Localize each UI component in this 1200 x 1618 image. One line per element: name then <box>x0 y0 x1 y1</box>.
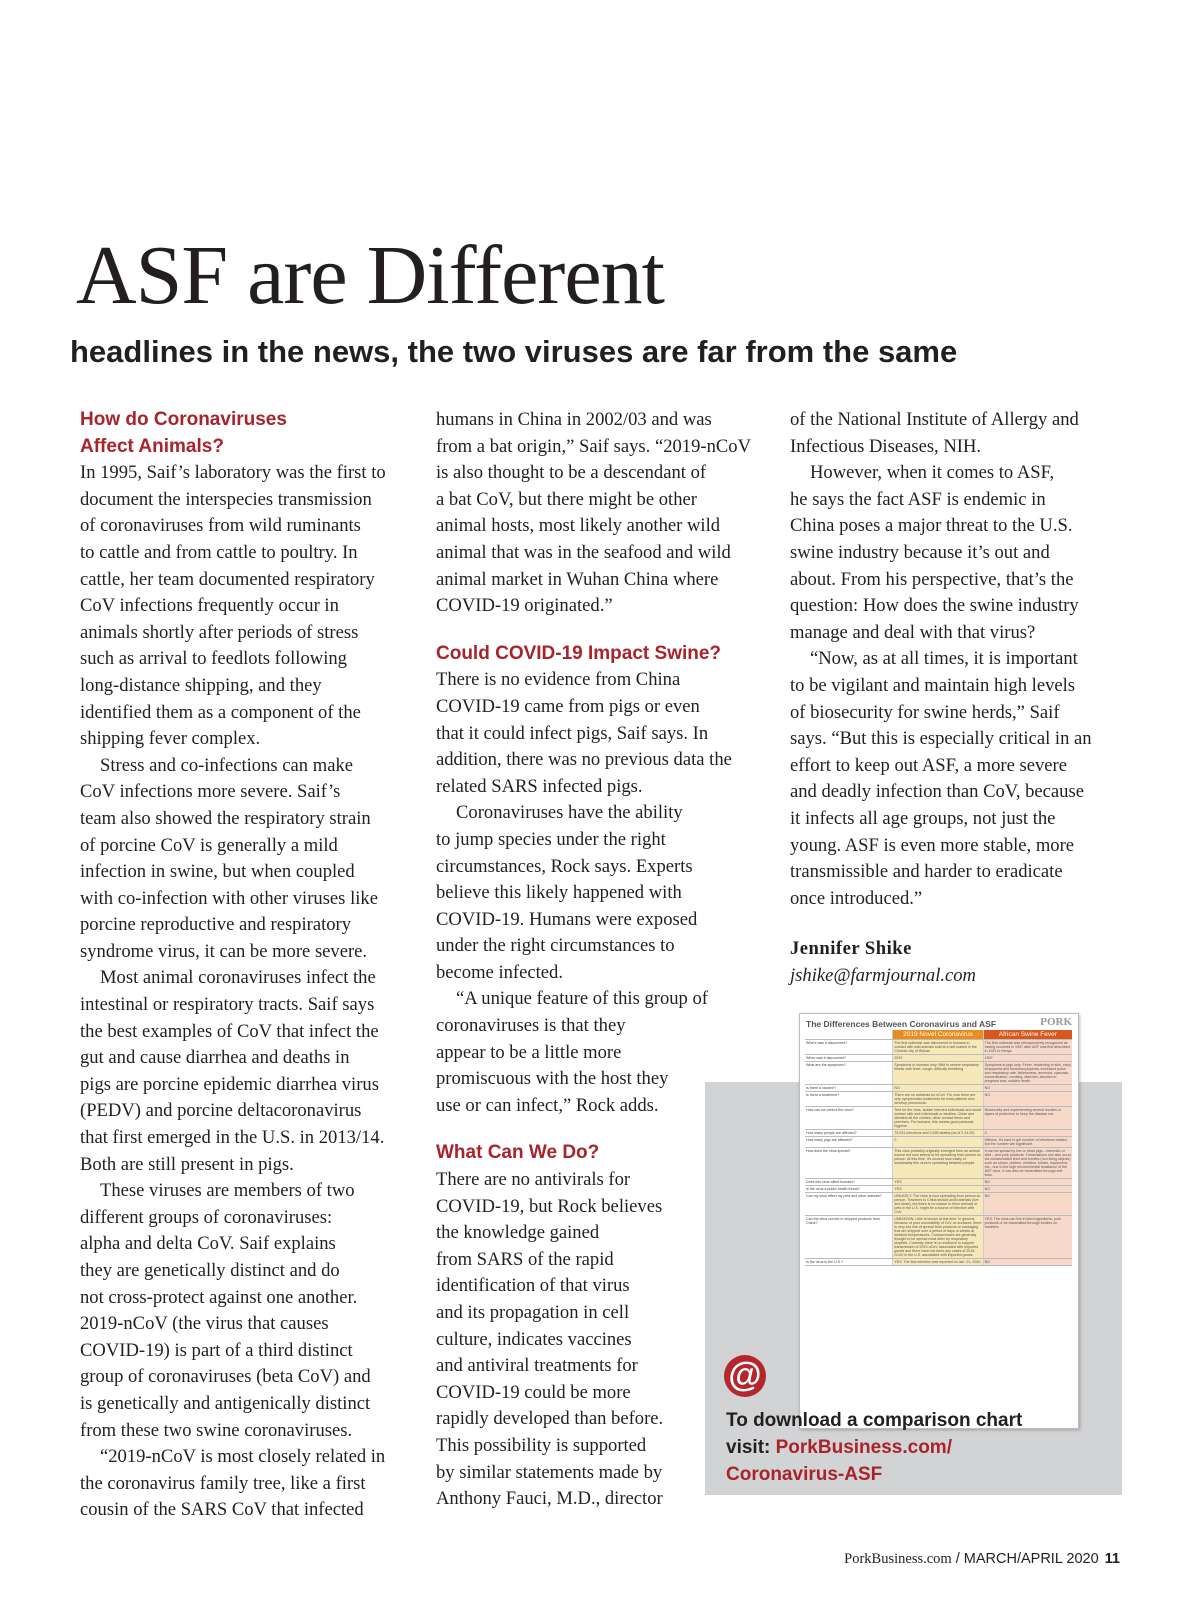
text-line: gut and cause diarrhea and deaths in <box>80 1047 350 1069</box>
chart-cell-b: The first outbreak was retrospectively recognized as having occurred in 1907 after ASF was first described in 1921 in Kenya. <box>983 1040 1072 1054</box>
text-line: COVID-19 came from pigs or even <box>436 695 700 717</box>
text-line: from these two swine coronaviruses. <box>80 1419 353 1441</box>
text-line: 2019-nCoV (the virus that causes <box>80 1313 329 1335</box>
chart-cell-a: 2019 <box>892 1055 982 1061</box>
text-line: This possibility is supported <box>436 1434 647 1456</box>
section-heading-affect-animals <box>80 407 420 460</box>
text-line: culture, indicates vaccines <box>436 1328 632 1350</box>
chart-cell-a: 0 <box>892 1137 982 1147</box>
text-line: under the right circumstances to <box>436 935 675 957</box>
footer-issue: MARCH/APRIL 2020 <box>963 1551 1099 1567</box>
chart-brand-logo: PORK <box>1040 1016 1072 1028</box>
chart-cell-b: NO <box>983 1179 1072 1185</box>
paragraph-vigilant <box>790 646 1140 912</box>
chart-cell-a: There are no antivirals for nCoV. For now there are only symptomatic treatments for treat patients who develop pneumonia. <box>892 1092 982 1106</box>
text-line: different groups of coronaviruses: <box>80 1206 333 1228</box>
author-name: Jennifer Shike <box>790 938 912 960</box>
text-line: to jump species under the right <box>436 828 666 850</box>
chart-cell-a: The first outbreak was discovered in humans in contact with wild animals sold at a wet market in the Chinese city of Wuhan <box>892 1040 982 1054</box>
chart-cell-a: 79,331 infections and 2,595 deaths (as of 2.24.20) <box>892 1130 982 1136</box>
text-line: question: How does the swine industry <box>790 595 1079 617</box>
chart-cell-b: Millions. It's hard to get number of infections totaled, but the number are significant. <box>983 1137 1072 1147</box>
text-line: from a bat origin,” Saif says. “2019-nCoV <box>436 435 751 457</box>
chart-cell-q: Is the virus a public health threat? <box>806 1187 860 1191</box>
text-line: manage and deal with that virus? <box>790 621 1036 643</box>
text-line: and antiviral treatments for <box>436 1355 638 1377</box>
chart-cell-q: Is there a treatment? <box>806 1093 840 1097</box>
text-line: Anthony Fauci, M.D., director <box>436 1488 663 1510</box>
page-number: 11 <box>1104 1551 1120 1567</box>
text-line: CoV infections more severe. Saif’s <box>80 781 341 803</box>
text-line: Stress and co-infections can make <box>100 754 353 776</box>
chart-cell-a: UNLIKELY. The virus is now spreading from person-to-person. Travelers to China should avoid animals (live and dead), but there is no reason to think animals or pets in the U.S. might be a source of infection with CoV. <box>894 1194 982 1214</box>
chart-cell-q: When was it discovered? <box>806 1056 846 1060</box>
chart-header-blank <box>805 1030 892 1039</box>
text-line: China poses a major threat to the U.S. <box>790 515 1073 537</box>
chart-row <box>805 1055 1072 1062</box>
text-line: about. From his perspective, that’s the <box>790 568 1074 590</box>
text-line: COVID-19. Humans were exposed <box>436 908 698 930</box>
text-line: There is no evidence from China <box>436 669 681 691</box>
text-line: infection in swine, but when coupled <box>80 861 355 883</box>
text-line: by similar statements made by <box>436 1461 663 1483</box>
at-sign-icon: @ <box>724 1355 766 1397</box>
text-line: Infectious Diseases, NIH. <box>790 435 982 457</box>
chart-cell-b: Symptoms in pigs only: Fever, reddening of skin, early leucopenia and thrombocytopenia, increased pulse and respiratory rate, listlessness, anorexia, cyanosis, incoordination, vomiting, diarrhea, abortion in pregnant sow, sudden death. <box>984 1063 1071 1083</box>
chart-cell-q: Is the virus in the U.S.? <box>806 1260 844 1264</box>
paragraph-groups <box>80 1178 420 1444</box>
chart-header-row <box>805 1030 1072 1040</box>
chart-cell-b: NO <box>983 1186 1072 1192</box>
text-line: cattle, her team documented respiratory <box>80 568 375 590</box>
text-line: Coronaviruses have the ability <box>456 802 683 824</box>
section-heading-impact-swine: Could COVID-19 Impact Swine? <box>436 642 722 664</box>
chart-cell-q: Can my virus affect my pets and other animals? <box>806 1194 882 1198</box>
text-line: says. “But this is especially critical in an <box>790 728 1092 750</box>
text-line: pigs are porcine epidemic diarrhea virus <box>80 1073 379 1095</box>
chart-cell-a: YES <box>892 1186 982 1192</box>
paragraph-saif-lab <box>80 460 420 753</box>
promo-visit-line <box>726 1434 1116 1461</box>
text-line: circumstances, Rock says. Experts <box>436 855 693 877</box>
text-line: of the National Institute of Allergy and <box>790 409 1079 430</box>
text-line: porcine reproductive and respiratory <box>80 914 352 936</box>
chart-row <box>805 1193 1072 1216</box>
text-line: that first emerged in the U.S. in 2013/14. <box>80 1127 385 1149</box>
text-line: believe this likely happened with <box>436 882 682 904</box>
text-line: COVID-19, but Rock believes <box>436 1195 663 1217</box>
text-line: animal market in Wuhan China where <box>436 568 719 590</box>
chart-cell-b: NO <box>983 1193 1072 1215</box>
chart-header-coronavirus: 2019 Novel Coronavirus <box>892 1030 982 1039</box>
text-line: alpha and delta CoV. Saif explains <box>80 1233 336 1255</box>
chart-cell-a: Test for the virus, isolate infected individuals and avoid contact with sick individuals or families. Clean and disinfect all the clothes, other contact items and premises. For humans, this means good personal hygiene. <box>894 1108 982 1128</box>
text-line: related SARS infected pigs. <box>436 775 643 797</box>
text-line: is also thought to be a descendant of <box>436 462 707 484</box>
text-line: to cattle and from cattle to poultry. In <box>80 541 358 563</box>
text-line: appear to be a little more <box>436 1041 622 1063</box>
text-line: long-distance shipping, and they <box>80 674 322 696</box>
text-line: use or can infect,” Rock adds. <box>436 1094 659 1116</box>
text-line: identification of that virus <box>436 1275 630 1297</box>
text-line: group of coronaviruses (beta CoV) and <box>80 1366 371 1388</box>
heading-line: How do Coronaviruses <box>80 409 287 430</box>
text-line: Both are still present in pigs. <box>80 1153 294 1175</box>
text-line: “Now, as at all times, it is important <box>810 648 1078 670</box>
text-line: they are genetically distinct and do <box>80 1260 340 1281</box>
text-line: from SARS of the rapid <box>436 1248 614 1270</box>
text-line: the knowledge gained <box>436 1222 600 1244</box>
text-line: COVID-19) is part of a third distinct <box>80 1339 353 1361</box>
chart-row <box>805 1148 1072 1179</box>
text-line: These viruses are members of two <box>100 1180 355 1202</box>
promo-line: To download a comparison chart <box>726 1410 1023 1431</box>
chart-row <box>805 1179 1072 1186</box>
chart-row <box>805 1040 1072 1055</box>
paragraph-closely-related <box>80 1444 420 1524</box>
chart-row <box>805 1216 1072 1259</box>
chart-row <box>805 1137 1072 1148</box>
text-line: Most animal coronaviruses infect the <box>100 967 376 989</box>
chart-cell-b: 1907 <box>983 1055 1072 1061</box>
chart-cell-q: Where was it discovered? <box>806 1041 848 1045</box>
chart-row <box>805 1062 1072 1085</box>
chart-cell-b: Biosecurity and implementing several hurdles or layers of protection to keep the disease out. <box>983 1107 1072 1129</box>
text-line: the coronavirus family tree, like a first <box>80 1472 366 1494</box>
text-line: shipping fever complex. <box>80 728 261 750</box>
text-line: it infects all age groups, not just the <box>790 807 1056 829</box>
chart-cell-b: 0 <box>983 1130 1072 1136</box>
chart-header-asf: African Swine Fever <box>983 1030 1072 1039</box>
text-line: with co-infection with other viruses like <box>80 887 378 909</box>
paragraph-stress <box>80 753 420 966</box>
chart-cell-a: NO <box>892 1085 982 1091</box>
text-line: syndrome virus, it can be more severe. <box>80 940 368 962</box>
text-line: promiscuous with the host they <box>436 1068 669 1090</box>
text-line: CoV infections frequently occur in <box>80 595 339 617</box>
text-line: a bat CoV, but there might be other <box>436 488 697 510</box>
text-line: team also showed the respiratory strain <box>80 807 371 829</box>
paragraph-asf-endemic <box>790 460 1140 646</box>
chart-cell-b: NO <box>983 1085 1072 1091</box>
text-line: such as arrival to feedlots following <box>80 648 347 670</box>
text-line: However, when it comes to ASF, <box>810 462 1055 484</box>
text-line: transmissible and harder to eradicate <box>790 861 1063 883</box>
text-line: he says the fact ASF is endemic in <box>790 488 1046 510</box>
chart-cell-q: How can we control the virus? <box>806 1108 854 1112</box>
chart-cell-b: NO <box>983 1092 1072 1106</box>
text-line: of biosecurity for swine herds,” Saif <box>790 701 1060 723</box>
promo-link-part-2[interactable]: Coronavirus-ASF <box>726 1464 883 1485</box>
text-line: addition, there was no previous data the <box>436 749 732 771</box>
chart-row <box>805 1130 1072 1137</box>
text-line: animal hosts, most likely another wild <box>436 515 721 537</box>
paragraph-no-evidence <box>436 667 776 800</box>
text-line: swine industry because it’s out and <box>790 541 1050 563</box>
text-line: not cross-protect against one another. <box>80 1286 358 1308</box>
text-line: that it could infect pigs, Saif says. In <box>436 722 709 744</box>
chart-cell-q: How does the virus spread? <box>806 1149 851 1153</box>
text-line: of coronaviruses from wild ruminants <box>80 515 361 537</box>
paragraph-jump-species <box>436 800 776 986</box>
chart-cell-q: Can the virus survive in shipped products from China? <box>806 1217 880 1225</box>
paragraph-intestinal <box>80 965 420 1178</box>
text-line: coronaviruses is that they <box>436 1015 626 1037</box>
promo-link-part-1[interactable]: PorkBusiness.com/ <box>775 1437 952 1458</box>
text-line: young. ASF is even more stable, more <box>790 834 1075 856</box>
footer-separator: / <box>951 1551 964 1567</box>
chart-table <box>805 1030 1072 1266</box>
page-footer <box>844 1551 1120 1568</box>
chart-cell-b: YES. The virus can live in feed ingredients, pork products or be transmitted through fomites on travelers. <box>983 1216 1072 1258</box>
text-line: the best examples of CoV that infect the <box>80 1020 379 1042</box>
chart-cell-q: Does this virus affect humans? <box>806 1180 856 1184</box>
author-email: jshike@farmjournal.com <box>790 964 976 986</box>
chart-cell-a: YES <box>892 1179 982 1185</box>
text-line: document the interspecies transmission <box>80 488 372 510</box>
text-line: of porcine CoV is generally a mild <box>80 834 338 856</box>
text-line: become infected. <box>436 961 563 983</box>
text-line: and deadly infection than CoV, because <box>790 781 1084 803</box>
chart-cell-b: NO <box>983 1259 1072 1265</box>
text-line: intestinal or respiratory tracts. Saif says <box>80 994 375 1016</box>
text-line: (PEDV) and porcine deltacoronavirus <box>80 1100 362 1122</box>
chart-cell-q: How many pigs are affected? <box>806 1138 853 1142</box>
text-line: once introduced.” <box>790 887 923 909</box>
text-line: “2019-nCoV is most closely related in <box>100 1446 386 1468</box>
heading-line: Affect Animals? <box>80 435 224 457</box>
text-line: rapidly developed than before. <box>436 1408 664 1430</box>
promo-text <box>726 1407 1116 1488</box>
text-line: to be vigilant and maintain high levels <box>790 674 1076 696</box>
chart-cell-a: This virus probably originally emerged from an animal source but now seems to be spreading from person-to-person. At this time, it's unclear how easily or sustainably this virus is spreading between people. <box>892 1148 982 1178</box>
chart-cell-b: It can be spread by live or dead pigs – domestic or wild – and pork products. Transmission can also occur via contaminated feed and fomites (non-living objects) such as shoes, clothes, vehicles, knives, equipment, etc., due to the high environmental resistance of the ASF virus. It can also be transmitted through soft ticks. <box>984 1149 1071 1177</box>
paragraph-bat-origin <box>436 407 776 620</box>
paragraph-niaid <box>790 407 1140 460</box>
text-line: identified them as a component of the <box>80 701 361 723</box>
text-line: is genetically and antigenically distinct <box>80 1392 371 1414</box>
chart-cell-q: What are the symptoms? <box>806 1063 846 1067</box>
chart-row <box>805 1186 1072 1193</box>
text-line: There are no antivirals for <box>436 1169 631 1191</box>
text-line: In 1995, Saif’s laboratory was the first to <box>80 462 386 484</box>
chart-cell-q: Is there a vaccine? <box>806 1086 837 1090</box>
page-title: ASF are Different <box>76 229 664 322</box>
article-column-3 <box>790 407 1140 989</box>
promo-visit-label: visit: <box>726 1437 776 1458</box>
text-line: COVID-19 could be more <box>436 1381 631 1403</box>
text-line: “A unique feature of this group of <box>456 988 708 1010</box>
text-line: animals shortly after periods of stress <box>80 621 359 643</box>
chart-row <box>805 1085 1072 1092</box>
chart-cell-a: Symptoms in humans only: Mild to severe respiratory illness with fever, cough, difficulty breathing <box>892 1062 982 1084</box>
chart-cell-a: YES. The first infection was reported on Jan. 21, 2020. <box>894 1260 982 1264</box>
chart-title: The Differences Between Coronavirus and ASF <box>806 1019 997 1029</box>
chart-cell-a: UNKNOWN. Little is known at this time. In general, because of poor survivability of CoV on surfaces, there is very low risk of spread from products or packaging that are shipped over a period of days or weeks at ambient temperatures. Coronaviruses are generally thought to be spread most often by respiratory droplets. Currently there is no evidence to support transmission of 2019-nCoV associated with imported goods and there have not been any cases of 2019-nCoV in the U.S. associated with imported goods. <box>894 1217 982 1257</box>
chart-row <box>805 1092 1072 1107</box>
footer-site: PorkBusiness.com <box>844 1551 952 1567</box>
text-line: effort to keep out ASF, a more severe <box>790 754 1067 776</box>
text-line: COVID-19 originated.” <box>436 595 613 617</box>
section-heading-what-can-we-do: What Can We Do? <box>436 1142 600 1164</box>
text-line: humans in China in 2002/03 and was <box>436 409 712 430</box>
chart-row <box>805 1259 1072 1266</box>
page-subtitle: headlines in the news, the two viruses are far from the same <box>70 334 958 369</box>
text-line: cousin of the SARS CoV that infected <box>80 1499 364 1521</box>
text-line: animal that was in the seafood and wild <box>436 541 731 563</box>
comparison-chart-thumbnail[interactable] <box>799 1013 1079 1429</box>
text-line: and its propagation in cell <box>436 1302 630 1323</box>
chart-row <box>805 1107 1072 1130</box>
article-column-1 <box>80 407 420 1524</box>
chart-cell-q: How many people are affected? <box>806 1131 857 1135</box>
